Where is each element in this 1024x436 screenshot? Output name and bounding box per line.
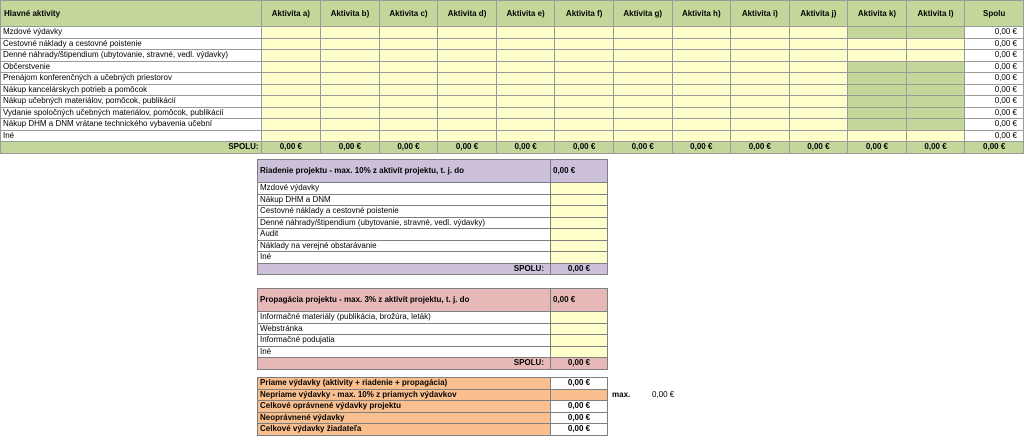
header-main-activities: Hlavné aktivity xyxy=(1,1,262,27)
summary-table xyxy=(257,377,608,436)
activity-input-cell[interactable] xyxy=(906,107,965,119)
activity-input-cell[interactable] xyxy=(438,130,497,142)
table-row xyxy=(1,38,1024,50)
activity-input-cell[interactable] xyxy=(848,27,907,39)
activity-input-cell[interactable] xyxy=(379,107,438,119)
activity-input-cell[interactable] xyxy=(731,27,790,39)
row-total: 0,00 € xyxy=(965,130,1024,142)
activity-input-cell[interactable] xyxy=(848,107,907,119)
activity-input-cell[interactable] xyxy=(848,61,907,73)
activity-input-cell[interactable] xyxy=(438,84,497,96)
promotion-item-input[interactable] xyxy=(551,346,608,358)
max-value: 0,00 € xyxy=(652,390,675,399)
promotion-item-input[interactable] xyxy=(551,335,608,347)
activity-input-cell[interactable] xyxy=(321,27,380,39)
management-title: Riadenie projektu - max. 10% z aktivít projektu, t. j. do xyxy=(258,160,551,183)
header-activity: Aktivita g) xyxy=(613,1,672,27)
list-item xyxy=(258,252,608,264)
project-promotion-table xyxy=(257,288,608,370)
header-activity: Aktivita b) xyxy=(321,1,380,27)
activity-input-cell[interactable] xyxy=(261,27,321,39)
project-management-table xyxy=(257,159,608,275)
summary-value xyxy=(551,389,608,401)
activity-input-cell[interactable] xyxy=(379,130,438,142)
activity-input-cell[interactable] xyxy=(906,84,965,96)
activity-input-cell[interactable] xyxy=(438,38,497,50)
activity-input-cell[interactable] xyxy=(906,119,965,131)
activity-input-cell[interactable] xyxy=(672,38,731,50)
sum-value: 0,00 € xyxy=(672,142,731,154)
sum-row xyxy=(1,142,1024,154)
list-item xyxy=(258,206,608,218)
management-item-label: Mzdové výdavky xyxy=(258,183,551,195)
activity-input-cell[interactable] xyxy=(438,119,497,131)
sum-value: 0,00 € xyxy=(848,142,907,154)
list-item xyxy=(258,335,608,347)
activity-input-cell[interactable] xyxy=(379,119,438,131)
management-item-input[interactable] xyxy=(551,229,608,241)
activity-input-cell[interactable] xyxy=(261,61,321,73)
sum-value: 0,00 € xyxy=(906,142,965,154)
activity-input-cell[interactable] xyxy=(613,50,672,62)
activity-input-cell[interactable] xyxy=(731,84,790,96)
activity-input-cell[interactable] xyxy=(438,27,497,39)
activity-input-cell[interactable] xyxy=(438,96,497,108)
activity-input-cell[interactable] xyxy=(555,38,614,50)
activity-input-cell[interactable] xyxy=(321,38,380,50)
list-item xyxy=(258,183,608,195)
management-item-label: Nákup DHM a DNM xyxy=(258,194,551,206)
summary-label: Celkové výdavky žiadateľa xyxy=(258,424,551,436)
sum-value: 0,00 € xyxy=(731,142,790,154)
activity-input-cell[interactable] xyxy=(731,61,790,73)
activity-input-cell[interactable] xyxy=(379,73,438,85)
promotion-title-row xyxy=(258,289,608,312)
row-label: Nákup kancelárskych potrieb a pomôcok xyxy=(1,84,262,96)
promotion-item-input[interactable] xyxy=(551,312,608,324)
activity-input-cell[interactable] xyxy=(321,73,380,85)
activity-input-cell[interactable] xyxy=(613,84,672,96)
management-item-label: Audit xyxy=(258,229,551,241)
activity-input-cell[interactable] xyxy=(379,50,438,62)
promotion-sum-label: SPOLU: xyxy=(258,358,551,370)
activity-input-cell[interactable] xyxy=(848,130,907,142)
activity-input-cell[interactable] xyxy=(848,84,907,96)
activity-input-cell[interactable] xyxy=(672,119,731,131)
activity-input-cell[interactable] xyxy=(261,96,321,108)
activity-input-cell[interactable] xyxy=(379,27,438,39)
management-item-label: Cestovné náklady a cestovné poistenie xyxy=(258,206,551,218)
promotion-title: Propagácia projektu - max. 3% z aktivít projektu, t. j. do xyxy=(258,289,551,312)
table-row xyxy=(1,130,1024,142)
header-activity: Aktivita i) xyxy=(731,1,790,27)
management-item-label: Náklady na verejné obstarávanie xyxy=(258,240,551,252)
activity-input-cell[interactable] xyxy=(379,96,438,108)
activity-input-cell[interactable] xyxy=(789,96,848,108)
activity-input-cell[interactable] xyxy=(672,73,731,85)
activity-input-cell[interactable] xyxy=(731,119,790,131)
activity-input-cell[interactable] xyxy=(555,27,614,39)
sum-value: 0,00 € xyxy=(789,142,848,154)
header-activity: Aktivita a) xyxy=(261,1,321,27)
row-total: 0,00 € xyxy=(965,84,1024,96)
summary-row xyxy=(258,389,608,401)
sum-value: 0,00 € xyxy=(321,142,380,154)
summary-value: 0,00 € xyxy=(551,401,608,413)
summary-label: Priame výdavky (aktivity + riadenie + propagácia) xyxy=(258,378,551,390)
activity-input-cell[interactable] xyxy=(496,73,555,85)
promotion-sum-value: 0,00 € xyxy=(551,358,608,370)
management-sum-row xyxy=(258,263,608,275)
list-item xyxy=(258,229,608,241)
activity-input-cell[interactable] xyxy=(731,130,790,142)
list-item xyxy=(258,240,608,252)
management-title-value: 0,00 € xyxy=(551,160,608,183)
table-row xyxy=(1,50,1024,62)
sum-value: 0,00 € xyxy=(261,142,321,154)
activity-input-cell[interactable] xyxy=(496,61,555,73)
activity-input-cell[interactable] xyxy=(789,61,848,73)
activity-input-cell[interactable] xyxy=(496,119,555,131)
main-activities-table xyxy=(0,0,1024,154)
row-total: 0,00 € xyxy=(965,50,1024,62)
summary-label: Celkové oprávnené výdavky projektu xyxy=(258,401,551,413)
activity-input-cell[interactable] xyxy=(261,84,321,96)
promotion-item-label: Iné xyxy=(258,346,551,358)
activity-input-cell[interactable] xyxy=(672,107,731,119)
activity-input-cell[interactable] xyxy=(906,96,965,108)
row-total: 0,00 € xyxy=(965,61,1024,73)
activity-input-cell[interactable] xyxy=(789,73,848,85)
activity-input-cell[interactable] xyxy=(672,27,731,39)
sum-value: 0,00 € xyxy=(555,142,614,154)
activity-input-cell[interactable] xyxy=(321,130,380,142)
activity-input-cell[interactable] xyxy=(555,96,614,108)
activity-input-cell[interactable] xyxy=(321,119,380,131)
activity-input-cell[interactable] xyxy=(789,84,848,96)
summary-value: 0,00 € xyxy=(551,412,608,424)
activity-input-cell[interactable] xyxy=(555,119,614,131)
header-activity: Aktivita l) xyxy=(906,1,965,27)
activity-input-cell[interactable] xyxy=(613,107,672,119)
table-row xyxy=(1,73,1024,85)
list-item xyxy=(258,323,608,335)
row-total: 0,00 € xyxy=(965,27,1024,39)
activity-input-cell[interactable] xyxy=(789,27,848,39)
list-item xyxy=(258,217,608,229)
activity-input-cell[interactable] xyxy=(906,130,965,142)
header-activity: Aktivita f) xyxy=(555,1,614,27)
promotion-sum-row xyxy=(258,358,608,370)
activity-input-cell[interactable] xyxy=(555,130,614,142)
promotion-item-label: Informačné materiály (publikácia, brožúra, leták) xyxy=(258,312,551,324)
row-label: Mzdové výdavky xyxy=(1,27,262,39)
activity-input-cell[interactable] xyxy=(613,96,672,108)
promotion-item-input[interactable] xyxy=(551,323,608,335)
activity-input-cell[interactable] xyxy=(848,38,907,50)
activity-input-cell[interactable] xyxy=(789,38,848,50)
activity-input-cell[interactable] xyxy=(261,73,321,85)
sum-value: 0,00 € xyxy=(613,142,672,154)
activity-input-cell[interactable] xyxy=(672,61,731,73)
activity-input-cell[interactable] xyxy=(261,50,321,62)
table-row xyxy=(1,84,1024,96)
max-label: max. xyxy=(612,390,631,399)
activity-input-cell[interactable] xyxy=(906,38,965,50)
activity-input-cell[interactable] xyxy=(555,73,614,85)
activity-input-cell[interactable] xyxy=(613,61,672,73)
management-item-input[interactable] xyxy=(551,217,608,229)
activity-input-cell[interactable] xyxy=(496,107,555,119)
activity-input-cell[interactable] xyxy=(789,50,848,62)
header-activity: Aktivita j) xyxy=(789,1,848,27)
management-item-input[interactable] xyxy=(551,240,608,252)
row-total: 0,00 € xyxy=(965,107,1024,119)
activity-input-cell[interactable] xyxy=(379,38,438,50)
activity-input-cell[interactable] xyxy=(672,130,731,142)
header-activity: Aktivita c) xyxy=(379,1,438,27)
activity-input-cell[interactable] xyxy=(321,84,380,96)
activity-input-cell[interactable] xyxy=(789,107,848,119)
sum-value: 0,00 € xyxy=(379,142,438,154)
management-sum-label: SPOLU: xyxy=(258,263,551,275)
summary-row xyxy=(258,378,608,390)
activity-input-cell[interactable] xyxy=(613,38,672,50)
activity-input-cell[interactable] xyxy=(731,38,790,50)
activity-input-cell[interactable] xyxy=(555,50,614,62)
summary-row xyxy=(258,412,608,424)
activity-input-cell[interactable] xyxy=(906,73,965,85)
list-item xyxy=(258,312,608,324)
activity-input-cell[interactable] xyxy=(555,107,614,119)
activity-input-cell[interactable] xyxy=(613,73,672,85)
header-activity: Aktivita d) xyxy=(438,1,497,27)
activity-input-cell[interactable] xyxy=(731,73,790,85)
management-sum-value: 0,00 € xyxy=(551,263,608,275)
activity-input-cell[interactable] xyxy=(496,27,555,39)
activity-input-cell[interactable] xyxy=(848,119,907,131)
row-total: 0,00 € xyxy=(965,119,1024,131)
activity-input-cell[interactable] xyxy=(672,84,731,96)
activity-input-cell[interactable] xyxy=(731,50,790,62)
activity-input-cell[interactable] xyxy=(555,61,614,73)
activity-input-cell[interactable] xyxy=(261,107,321,119)
promotion-item-label: Informačné podujatia xyxy=(258,335,551,347)
list-item xyxy=(258,346,608,358)
activity-input-cell[interactable] xyxy=(789,130,848,142)
row-label: Denné náhrady/štipendium (ubytovanie, stravné, vedl. výdavky) xyxy=(1,50,262,62)
activity-input-cell[interactable] xyxy=(438,73,497,85)
management-item-input[interactable] xyxy=(551,206,608,218)
management-item-input[interactable] xyxy=(551,183,608,195)
activity-input-cell[interactable] xyxy=(848,50,907,62)
activity-input-cell[interactable] xyxy=(261,38,321,50)
activity-input-cell[interactable] xyxy=(321,96,380,108)
table-row xyxy=(1,27,1024,39)
management-item-input[interactable] xyxy=(551,194,608,206)
activity-input-cell[interactable] xyxy=(321,107,380,119)
activity-input-cell[interactable] xyxy=(906,61,965,73)
promotion-item-label: Webstránka xyxy=(258,323,551,335)
row-label: Vydanie spoločných učebných materiálov, pomôcok, publikácií xyxy=(1,107,262,119)
row-label: Cestovné náklady a cestovné poistenie xyxy=(1,38,262,50)
summary-label: Neoprávnené výdavky xyxy=(258,412,551,424)
header-row xyxy=(1,1,1024,27)
activity-input-cell[interactable] xyxy=(731,107,790,119)
sum-value: 0,00 € xyxy=(438,142,497,154)
activity-input-cell[interactable] xyxy=(379,84,438,96)
row-label: Prenájom konferenčných a učebných priestorov xyxy=(1,73,262,85)
header-activity: Aktivita h) xyxy=(672,1,731,27)
activity-input-cell[interactable] xyxy=(496,38,555,50)
activity-input-cell[interactable] xyxy=(731,96,790,108)
activity-input-cell[interactable] xyxy=(321,50,380,62)
sum-value: 0,00 € xyxy=(965,142,1024,154)
activity-input-cell[interactable] xyxy=(496,50,555,62)
row-label: Občerstvenie xyxy=(1,61,262,73)
management-title-row xyxy=(258,160,608,183)
activity-input-cell[interactable] xyxy=(438,61,497,73)
row-total: 0,00 € xyxy=(965,96,1024,108)
summary-row xyxy=(258,424,608,436)
activity-input-cell[interactable] xyxy=(438,50,497,62)
activity-input-cell[interactable] xyxy=(848,96,907,108)
summary-row xyxy=(258,401,608,413)
activity-input-cell[interactable] xyxy=(261,119,321,131)
row-total: 0,00 € xyxy=(965,73,1024,85)
activity-input-cell[interactable] xyxy=(438,107,497,119)
row-label: Nákup DHM a DNM vrátane technického vybavenia učební xyxy=(1,119,262,131)
header-activity: Aktivita e) xyxy=(496,1,555,27)
activity-input-cell[interactable] xyxy=(906,50,965,62)
table-row xyxy=(1,61,1024,73)
activity-input-cell[interactable] xyxy=(261,130,321,142)
activity-input-cell[interactable] xyxy=(321,61,380,73)
activity-input-cell[interactable] xyxy=(672,50,731,62)
table-row xyxy=(1,96,1024,108)
promotion-title-value: 0,00 € xyxy=(551,289,608,312)
row-total: 0,00 € xyxy=(965,38,1024,50)
activity-input-cell[interactable] xyxy=(496,130,555,142)
activity-input-cell[interactable] xyxy=(496,84,555,96)
sum-value: 0,00 € xyxy=(496,142,555,154)
activity-input-cell[interactable] xyxy=(379,61,438,73)
management-item-label: Iné xyxy=(258,252,551,264)
management-item-input[interactable] xyxy=(551,252,608,264)
table-row xyxy=(1,107,1024,119)
activity-input-cell[interactable] xyxy=(555,84,614,96)
sum-label: SPOLU: xyxy=(1,142,262,154)
activity-input-cell[interactable] xyxy=(613,130,672,142)
management-item-label: Denné náhrady/štipendium (ubytovanie, stravné, vedl. výdavky) xyxy=(258,217,551,229)
activity-input-cell[interactable] xyxy=(613,119,672,131)
activity-input-cell[interactable] xyxy=(906,27,965,39)
list-item xyxy=(258,194,608,206)
activity-input-cell[interactable] xyxy=(613,27,672,39)
row-label: Nákup učebných materiálov, pomôcok, publikácií xyxy=(1,96,262,108)
activity-input-cell[interactable] xyxy=(789,119,848,131)
header-activity: Aktivita k) xyxy=(848,1,907,27)
activity-input-cell[interactable] xyxy=(672,96,731,108)
row-label: Iné xyxy=(1,130,262,142)
summary-value: 0,00 € xyxy=(551,378,608,390)
activity-input-cell[interactable] xyxy=(848,73,907,85)
activity-input-cell[interactable] xyxy=(496,96,555,108)
table-row xyxy=(1,119,1024,131)
summary-value: 0,00 € xyxy=(551,424,608,436)
summary-label: Nepriame výdavky - max. 10% z priamych výdavkov xyxy=(258,389,551,401)
header-total: Spolu xyxy=(965,1,1024,27)
